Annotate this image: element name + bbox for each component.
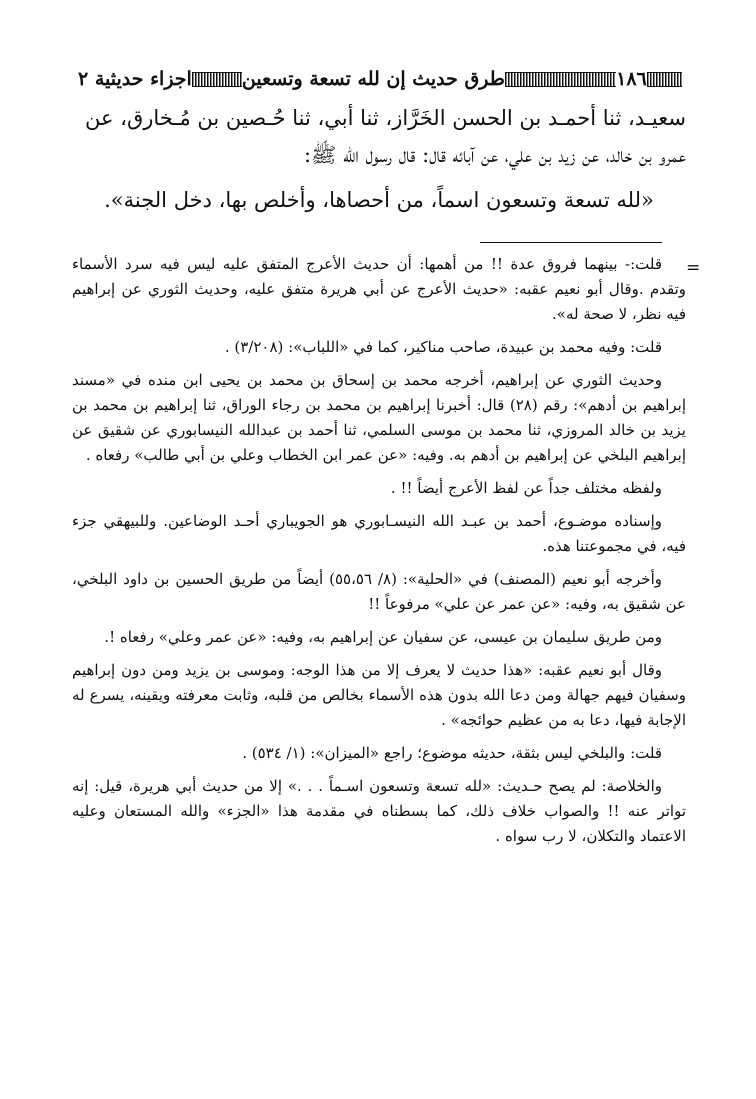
footnotes bbox=[72, 252, 686, 857]
footnote-paragraph: ولفظه مختلف جداً عن لفظ الأعرج أيضاً !! . bbox=[390, 479, 662, 497]
continuation-mark: = bbox=[686, 258, 701, 278]
footnote-paragraph: وإسناده موضـوع، أحمد بن عبـد الله النيسـابوري هو الجويباري أحـد الوضاعين. وللبيهقي جزء فيه، في مجموعتنا هذه. bbox=[72, 512, 686, 555]
footnote-paragraph: قلت: والبلخي ليس بثقة، حديثه موضوع؛ راجع «الميزان»: (١/ ٥٣٤) . bbox=[242, 744, 662, 762]
footnote-paragraph: قلت:- بينهما فروق عدة !! من أهمها: أن حديث الأعرج المتفق عليه ليس فيه سرد الأسماء وتقدم .وقال أبو نعيم عقبه: «حديث الأعرج عن أبي هريرة متفق عليه، وحديث الثوري عن إبراهيم فيه نظر، لا صحة له». bbox=[72, 255, 686, 323]
series-title: اجزاء حديثية ٢ bbox=[78, 68, 192, 90]
footnote-paragraph: وأخرجه أبو نعيم (المصنف) في «الحلية»: (٨/ ٥٥،٥٦) أيضاً من طريق الحسين بن داود البلخي، عن شقيق به، وفيه: «عن عمر عن علي» مرفوعاً !! bbox=[72, 570, 686, 613]
main-text bbox=[72, 100, 686, 219]
header-ornament bbox=[647, 72, 682, 87]
book-title: طرق حديث إن لله تسعة وتسعين bbox=[241, 68, 505, 90]
main-line: سعيـد، ثنا أحمـد بن الحسن الخَرَّاز، ثنا أبي، ثنا حُـصين بن مُـخارق، عن bbox=[84, 106, 686, 130]
page-number: ١٨٦ bbox=[616, 68, 647, 90]
hadith-text: «لله تسعة وتسعون اسماً، من أحصاها، وأخلص بها، دخل الجنة». bbox=[104, 188, 654, 212]
footnote-paragraph: وحديث الثوري عن إبراهيم، أخرجه محمد بن إسحاق بن محمد بن يحيى ابن منده في «مسند إبراهيم بن أدهم»: رقم (٢٨) قال: أخبرنا إبراهيم بن محمد بن رجاء الوراق، ثنا إبراهيم بن محمد بن يزيد بن خالد المروزي، ثنا محمد بن موسى السلمي، ثنا أحمد بن عبدالله النيسابوري عن شقيق عن إبراهيم البلخي عن إبراهيم بن أدهم به. وفيه: «عن عمر ابن الخطاب وعلي بن أبي طالب» رفعاه . bbox=[72, 371, 686, 464]
footnote-paragraph: ومن طريق سليمان بن عيسى، عن سفيان عن إبراهيم به، وفيه: «عن عمر وعلي» رفعاه !. bbox=[104, 628, 662, 646]
running-header bbox=[78, 62, 682, 96]
footnote-separator bbox=[480, 242, 662, 243]
header-ornament bbox=[192, 72, 242, 87]
footnote-paragraph: والخلاصة: لم يصح حـديث: «لله تسعة وتسعون اسـماً . . .» إلا من حديث أبي هريرة، قيل: إنه تواتر عنه !! والصواب خلاف ذلك، كما بسطناه في مقدمة هذا «الجزء» والله المستعان وعليه الاعتماد والتكلان، لا رب سواه . bbox=[72, 777, 686, 845]
main-line: عمرو بن خالد، عن زيد بن علي، عن آبائه قال: قال رسول الله ﷺ: bbox=[303, 143, 686, 167]
footnote-paragraph: قلت: وفيه محمد بن عبيدة، صاحب مناكير، كما في «اللباب»: (٣/٢٠٨) . bbox=[224, 338, 662, 356]
footnote-paragraph: وقال أبو نعيم عقبه: «هذا حديث لا يعرف إلا من هذا الوجه: وموسى بن يزيد ومن دون إبراهيم وسفيان فيهم جهالة ومن دعا الله بدون هذه الأسماء بخالص من قلبه، وثابت معرفته ويقينه، يسرع له الإجابة فيها، دعا به من عظيم حوائجه» . bbox=[72, 661, 686, 729]
header-ornament bbox=[505, 72, 616, 87]
